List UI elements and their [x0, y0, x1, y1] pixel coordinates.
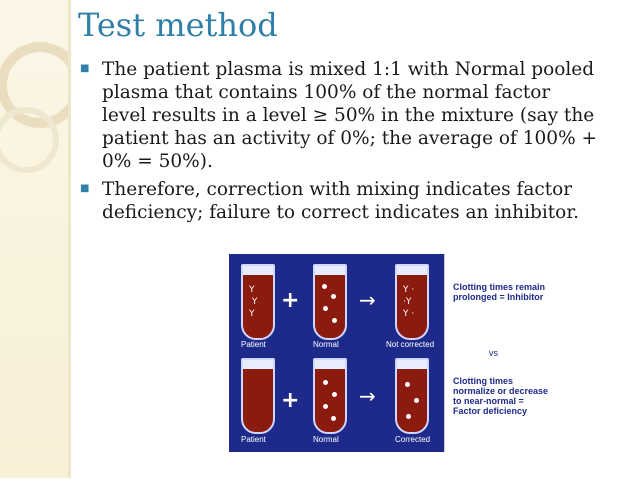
tube-label-patient: Patient [241, 435, 266, 444]
tube-label-not-corrected: Not corrected [386, 340, 435, 349]
decorative-circles [0, 0, 68, 478]
tube-label-patient: Patient [241, 340, 266, 349]
mixing-study-figure [229, 254, 549, 452]
factor-deficiency-note: Clotting times normalize or decrease to near-normal = Factor deficiency [453, 376, 549, 416]
bullet-icon [80, 64, 90, 74]
inhibitor-note: Clotting times remain prolonged = Inhibitor [453, 282, 546, 302]
slide-title: Test method [78, 6, 278, 44]
figure-blue-background [229, 254, 444, 452]
figure-notes-area [444, 254, 550, 452]
bullet-item [80, 58, 600, 173]
bullet-item [80, 178, 600, 224]
not-corrected-tube-icon: Y · ·Y Y · [395, 264, 429, 340]
plus-icon: + [281, 388, 300, 413]
arrow-icon: → [359, 288, 376, 312]
arrow-icon: → [359, 384, 376, 408]
bullet-text: Therefore, correction with mixing indicates factor deficiency; failure to correct indicates an inhibitor. [102, 179, 580, 223]
sidebar-divider [68, 0, 71, 478]
patient-tube-icon [241, 358, 275, 434]
normal-tube-icon [313, 358, 347, 434]
plus-icon: + [281, 288, 300, 313]
bullet-icon [80, 184, 90, 194]
bullet-list [80, 58, 600, 229]
patient-tube-icon: Y Y Y [241, 264, 275, 340]
normal-tube-icon [313, 264, 347, 340]
corrected-tube-icon [395, 358, 429, 434]
tube-label-corrected: Corrected [395, 435, 431, 444]
bullet-text: The patient plasma is mixed 1:1 with Normal pooled plasma that contains 100% of the normal factor level results in a level ≥ 50% in the mixture (say the patient has an activity of 0%; the average of 100% + 0% = 50%). [102, 59, 598, 172]
tube-label-normal: Normal [313, 340, 339, 349]
tube-label-normal: Normal [313, 435, 339, 444]
vs-label: vs [489, 348, 498, 358]
decorative-sidebar [0, 0, 68, 478]
